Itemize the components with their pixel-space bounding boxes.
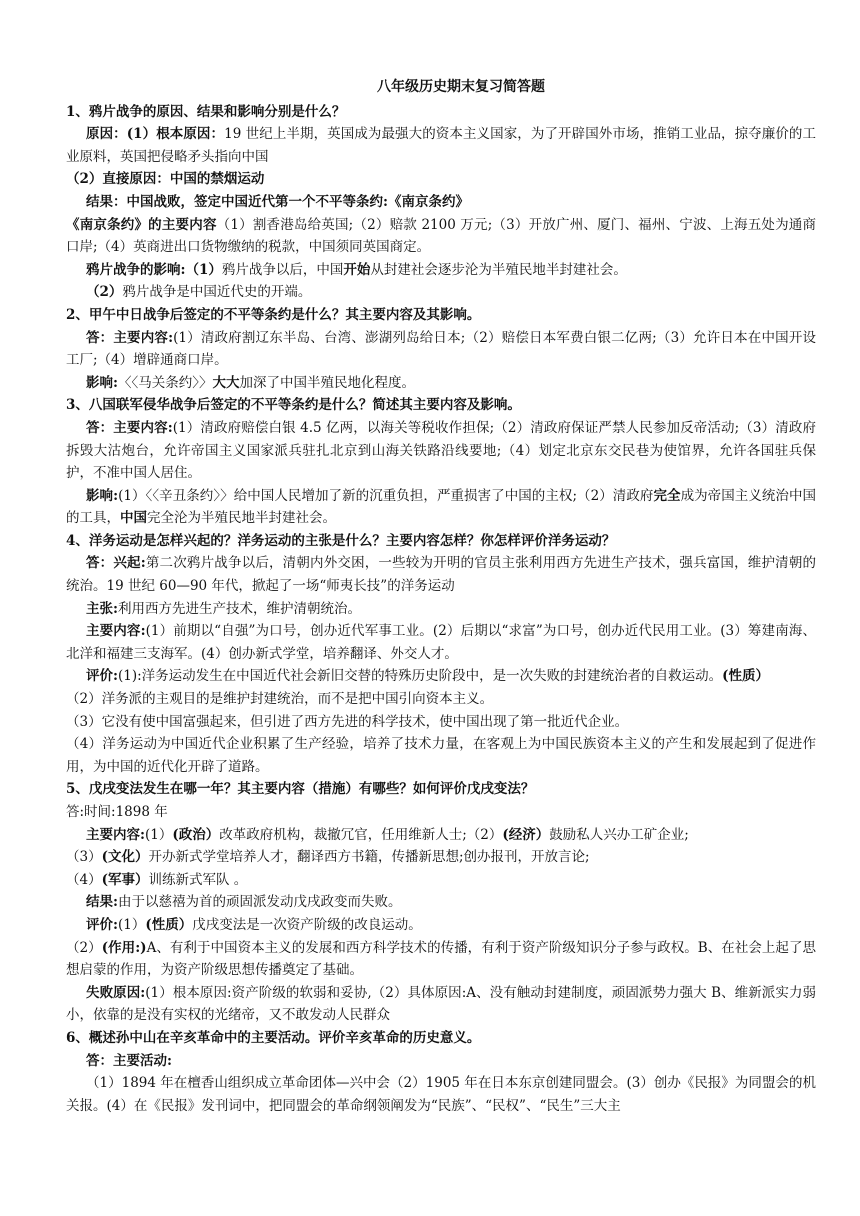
q3-impact-emph-1: 完全 xyxy=(653,487,681,504)
q5-content-label: 主要内容: xyxy=(86,826,145,843)
q1-impact-2-text: 鸦片战争是中国近代史的开端。 xyxy=(122,284,312,301)
q1-treaty-label: 《南京条约》的主要内容 xyxy=(66,216,217,233)
q4-origin xyxy=(66,552,816,597)
q2-content-label: 答：主要内容: xyxy=(86,329,174,346)
q5-c3-tag: (文化） xyxy=(101,849,149,866)
q5-failure-label: 失败原因: xyxy=(86,984,146,1001)
q6-activities-label: 答：主要活动: xyxy=(86,1052,172,1069)
q5-eval2-tag: (作用:) xyxy=(101,939,147,956)
q5-eval-num: (1） xyxy=(117,916,146,933)
q2-content-text: (1）清政府割辽东半岛、台湾、澎湖列岛给日本;（2）赔偿日本军费白银二亿两;（3）允许日本在中国开设工厂;（4）增辟通商口岸。 xyxy=(66,329,817,369)
q5-c4-text: 训练新式军队 。 xyxy=(148,871,248,888)
q3-impact-label: 影响: xyxy=(86,487,119,504)
q4-content xyxy=(66,620,816,665)
question-2: 2、甲午中日战争后签定的不平等条约是什么？其主要内容及其影响。 xyxy=(66,306,481,323)
q1-impact-2-num: （2） xyxy=(86,284,123,301)
q3-impact-emph-2: 中国 xyxy=(120,510,147,527)
q1-impact-emph: 开始 xyxy=(343,261,371,278)
q3-impact-text-c: 完全沦为半殖民地半封建社会。 xyxy=(147,510,336,527)
q1-treaty-text: （1）割香港岛给英国;（2）赔款 2100 万元;（3）开放广州、厦门、福州、宁波、上海五处为通商口岸;（4）英商进出口货物缴纳的税款，中国须同英国商定。 xyxy=(66,216,816,256)
q3-impact xyxy=(66,485,816,530)
question-6: 6、概述孙中山在辛亥革命中的主要活动。评价辛亥革命的历史意义。 xyxy=(66,1029,481,1046)
q2-impact-text: 加深了中国半殖民地化程度。 xyxy=(239,374,415,391)
q3-impact-text-a: (1）〈〈辛丑条约〉〉给中国人民增加了新的沉重负担，严重损害了中国的主权;（2）清政府 xyxy=(118,487,654,504)
q5-content-4 xyxy=(66,869,816,892)
question-5: 5、戊戌变法发生在哪一年？其主要内容（措施）有哪些？如何评价戊戌变法？ xyxy=(66,781,535,798)
q5-c1-tag: (政治） xyxy=(172,826,220,843)
q5-eval-label: 评价: xyxy=(86,916,118,933)
q4-claim-text: 利用西方先进生产技术，维护清朝统治。 xyxy=(117,600,361,617)
q6-activities-text: （1）1894 年在檀香山组织成立革命团体—兴中会（2）1905 年在日本东京创建同盟会。(3）创办《民报》为同盟会的机关报。(4）在《民报》发刊词中，把同盟会的革命纲领阐发为“民族”、“民权”、“民生”三大主 xyxy=(66,1075,816,1114)
q5-c3-text: 开办新式学堂培养人才，翻译西方书籍，传播新思想;创办报刊，开放言论; xyxy=(148,849,590,866)
q1-impact-text-a: 鸦片战争以后，中国 xyxy=(221,261,344,278)
q4-eval-nature: (性质） xyxy=(722,668,770,685)
q2-impact-emph: 大大 xyxy=(212,374,240,391)
q1-result: 结果：中国战败，签定中国近代第一个不平等条约:《南京条约》 xyxy=(86,193,469,210)
q5-failure xyxy=(66,982,816,1027)
q1-cause-root xyxy=(66,123,816,168)
q4-eval-1 xyxy=(66,665,816,688)
q5-eval2-text: A、有利于中国资本主义的发展和西方科学技术的传播，有利于资产阶级知识分子参与政权。B、在社会上起了思想启蒙的作用，为资产阶级思想传播奠定了基础。 xyxy=(66,939,817,979)
q4-claim xyxy=(66,598,816,621)
q4-eval-2: （2）洋务派的主观目的是维护封建统治，而不是把中国引向资本主义。 xyxy=(66,691,494,708)
q5-eval-1 xyxy=(66,914,816,937)
q4-content-text: (1）前期以“自强”为口号，创办近代军事工业。(2）后期以“求富”为口号，创办近代民用工业。(3）筹建南海、北洋和福建三支海军。(4）创办新式学堂，培养翻译、外交人才。 xyxy=(66,623,816,662)
q5-c1-text: 改革政府机构，裁撤冗官，任用维新人士;（2） xyxy=(219,826,503,843)
q3-impact-text-b: 成为帝国主义统治中国的工具， xyxy=(66,487,817,527)
q4-eval-4: （4）洋务运动为中国近代企业积累了生产经验，培养了技术力量，在客观上为中国民族资本主义的产生和发展起到了促进作用，为中国的近代化开辟了道路。 xyxy=(66,736,816,775)
q5-result xyxy=(66,891,816,914)
q2-content xyxy=(66,327,816,372)
q4-origin-text: 第二次鸦片战争以后，清朝内外交困，一些较为开明的官员主张利用西方先进生产技术，强兵富国，维护清朝的统治。19 世纪 60—90 年代，掀起了一场“师夷长技”的洋务运动 xyxy=(66,555,816,595)
document-title: 八年级历史期末复习简答题 xyxy=(377,79,545,95)
q3-content xyxy=(66,417,816,485)
q5-eval-2 xyxy=(66,937,816,982)
question-4: 4、洋务运动是怎样兴起的？洋务运动的主张是什么？主要内容怎样？你怎样评价洋务运动？ xyxy=(66,532,616,549)
q5-content-3 xyxy=(66,846,816,869)
q1-cause-direct: （2）直接原因：中国的禁烟运动 xyxy=(66,171,265,188)
q1-impact-text-b: 从封建社会逐步沦为半殖民地半封建社会。 xyxy=(370,261,627,278)
q5-eval2-num: （2） xyxy=(66,939,102,956)
q5-failure-text: (1）根本原因:资产阶级的软弱和妥协,（2）具体原因:A、没有触动封建制度，顽固派势力强大 B、维新派实力弱小，依靠的是没有实权的光绪帝，又不敢发动人民群众 xyxy=(66,984,817,1024)
q5-content-1 xyxy=(66,824,816,847)
q5-c4-num: （4） xyxy=(66,871,102,888)
q5-c4-tag: (军事） xyxy=(101,871,149,888)
q4-origin-label: 答：兴起: xyxy=(86,555,146,572)
q2-impact-treaty: 〈〈马关条约〉〉 xyxy=(117,374,213,391)
q4-eval-text: (1):洋务运动发生在中国近代社会新旧交替的特殊历史阶段中，是一次失败的封建统治者的自救运动。 xyxy=(117,668,723,685)
q1-impact-label: 鸦片战争的影响:（1） xyxy=(86,261,222,278)
question-1: 1、鸦片战争的原因、结果和影响分别是什么？ xyxy=(66,103,346,120)
q1-impact-2 xyxy=(66,281,816,304)
q5-c2-tag: (经济） xyxy=(502,826,550,843)
question-3: 3、八国联军侵华战争后签定的不平等条约是什么？简述其主要内容及影响。 xyxy=(66,397,521,414)
q1-cause-label: 原因：(1）根本原因： xyxy=(86,126,225,143)
q5-result-label: 结果: xyxy=(86,894,118,911)
q2-impact xyxy=(66,372,816,395)
q4-content-label: 主要内容: xyxy=(86,623,146,640)
q3-content-label: 答：主要内容: xyxy=(86,419,173,436)
q4-eval-3: （3）它没有使中国富强起来，但引进了西方先进的科学技术，使中国出现了第一批近代企业。 xyxy=(66,713,629,730)
q5-eval-nature: (性质） xyxy=(145,916,193,933)
q5-c3-num: （3） xyxy=(66,849,102,866)
q1-cause-text: 19 世纪上半期，英国成为最强大的资本主义国家，为了开辟国外市场，推销工业品，掠夺廉价的工业原料，英国把侵略矛头指向中国 xyxy=(66,126,817,165)
q5-eval-text: 戊戌变法是一次资产阶级的改良运动。 xyxy=(192,916,422,933)
q4-eval-label: 评价: xyxy=(86,668,118,685)
q3-content-text: (1）清政府赔偿白银 4.5 亿两，以海关等税收作担保;（2）清政府保证严禁人民参加反帝活动;（3）清政府拆毁大沽炮台，允许帝国主义国家派兵驻扎北京到山海关铁路沿线要地;（4）划定北京东交民巷为使馆界，允许各国驻兵保护，不准中国人居住。 xyxy=(66,419,817,482)
q5-time: 答:时间:1898 年 xyxy=(66,804,168,820)
q5-c1-num: (1） xyxy=(144,826,173,843)
q5-result-text: 由于以慈禧为首的顽固派发动戊戌政变而失败。 xyxy=(117,894,402,911)
q5-c2-text: 鼓励私人兴办工矿企业; xyxy=(549,826,689,843)
q4-claim-label: 主张: xyxy=(86,600,118,617)
q1-impact-1 xyxy=(66,259,816,282)
q1-treaty-content xyxy=(66,214,816,259)
q2-impact-label: 影响: xyxy=(86,374,118,391)
